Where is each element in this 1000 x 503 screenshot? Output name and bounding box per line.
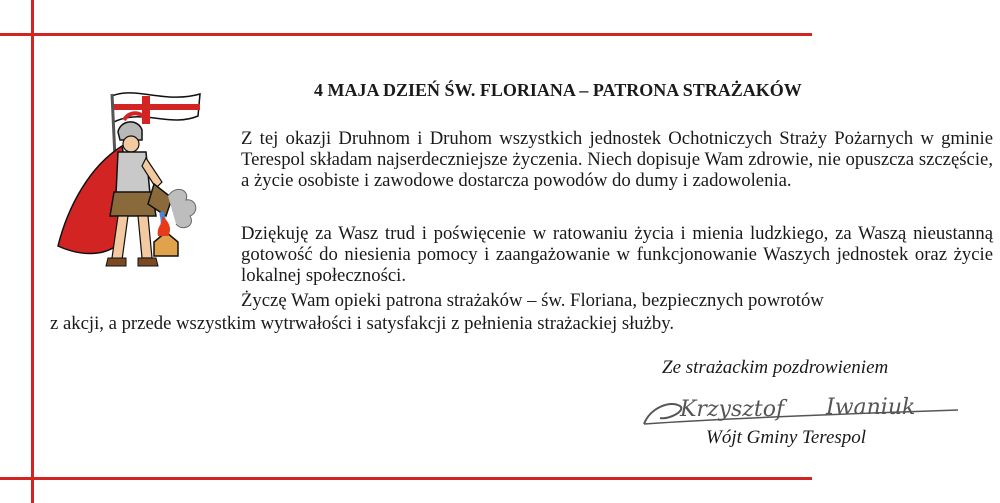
signatory-title: Wójt Gminy Terespol <box>706 427 867 448</box>
svg-text:Iwaniuk: Iwaniuk <box>826 395 916 420</box>
paragraph-wishes: Z tej okazji Druhnom i Druhom wszystkich jednostek Ochotniczych Straży Pożarnych w gminie Terespol składam najserdeczniejsze życzenia. Niech dopisuje Wam zdrowie, nie opuszcza szczęście, a życie osobiste i zawodowe dostarcza powodów do dumy i zadowolenia. <box>241 128 993 192</box>
svg-text:Krzysztof: Krzysztof <box>680 397 785 422</box>
handwritten-signature <box>640 390 962 432</box>
left-red-rule <box>31 0 34 503</box>
closing-greeting: Ze strażackim pozdrowieniem <box>662 357 889 378</box>
bottom-red-rule <box>0 477 812 480</box>
paragraph-patron-continuation: z akcji, a przede wszystkim wytrwałości i satysfakcji z pełnienia strażackiej służby. <box>50 313 675 334</box>
top-red-rule <box>0 33 812 36</box>
paragraph-thanks: Dziękuję za Wasz trud i poświęcenie w ratowaniu życia i mienia ludzkiego, za Waszą nieustanną gotowość do niesienia pomocy i zaangażowanie w funkcjonowanie Waszych jednostek oraz życie lokalnej społeczności. <box>241 223 993 287</box>
saint-florian-icon <box>50 86 210 278</box>
page-title: 4 MAJA DZIEŃ ŚW. FLORIANA – PATRONA STRAŻAKÓW <box>314 80 802 100</box>
paragraph-patron-line: Życzę Wam opieki patrona strażaków – św. Floriana, bezpiecznych powrotów <box>241 290 824 311</box>
